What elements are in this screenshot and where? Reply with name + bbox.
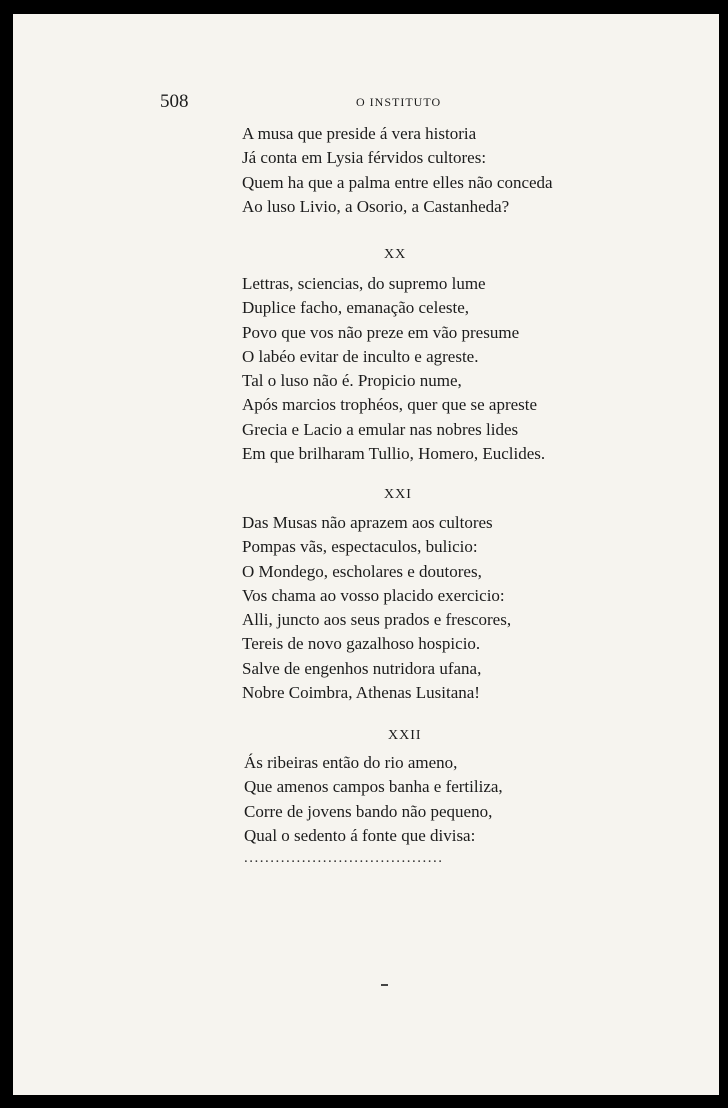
verse-line: Pompas vãs, espectaculos, bulicio:: [242, 537, 478, 557]
verse-line: A musa que preside á vera historia: [242, 124, 477, 143]
verse-line: Lettras, sciencias, do supremo lume: [242, 274, 486, 293]
verse-line: Povo que vos não preze em vão presume: [242, 322, 520, 342]
verse-line: Tal o luso não é. Propicio nume,: [242, 371, 462, 391]
verse-line: Ao luso Livio, a Osorio, a Castanheda?: [242, 196, 510, 216]
verse-line: Qual o sedento á fonte que divisa:: [244, 825, 476, 845]
page-end-mark: [381, 984, 388, 986]
verse-line: Em que brilharam Tullio, Homero, Euclides.: [242, 444, 546, 464]
stanza-opening: [242, 122, 553, 219]
verse-line: Alli, juncto aos seus prados e frescores,: [242, 610, 512, 630]
verse-line: O labéo evitar de inculto e agreste.: [242, 346, 479, 366]
verse-line: Já conta em Lysia férvidos cultores:: [242, 148, 487, 168]
verse-line: Das Musas não aprazem aos cultores: [242, 513, 493, 532]
verse-line: Após marcios trophéos, quer que se apreste: [242, 395, 538, 415]
stanza-number-xxi: XXI: [384, 487, 412, 502]
verse-line: Ás ribeiras então do rio ameno,: [244, 753, 458, 772]
verse-line: Que amenos campos banha e fertiliza,: [244, 777, 503, 797]
verse-line: Vos chama ao vosso placido exercicio:: [242, 585, 505, 605]
stanza-number-xx: XX: [384, 247, 407, 262]
stanza-xxii: [244, 751, 503, 848]
ellipsis-line: ......................................: [244, 850, 444, 866]
stanza-xx: [242, 272, 545, 466]
running-title: O INSTITUTO: [356, 95, 442, 109]
stanza-number-xxii: XXII: [388, 728, 422, 743]
verse-line: Grecia e Lacio a emular nas nobres lides: [242, 419, 519, 439]
verse-line: Salve de engenhos nutridora ufana,: [242, 658, 482, 678]
verse-line: Corre de jovens bando não pequeno,: [244, 801, 493, 821]
book-page: [13, 14, 719, 1095]
page-number: 508: [160, 91, 189, 112]
verse-line: Quem ha que a palma entre elles não conceda: [242, 172, 553, 192]
verse-line: Nobre Coimbra, Athenas Lusitana!: [242, 683, 480, 703]
verse-line: O Mondego, escholares e doutores,: [242, 561, 482, 581]
verse-line: Tereis de novo gazalhoso hospicio.: [242, 634, 481, 654]
page-header: [13, 91, 719, 115]
verse-line: Duplice facho, emanação celeste,: [242, 298, 470, 318]
stanza-xxi: [242, 511, 511, 705]
